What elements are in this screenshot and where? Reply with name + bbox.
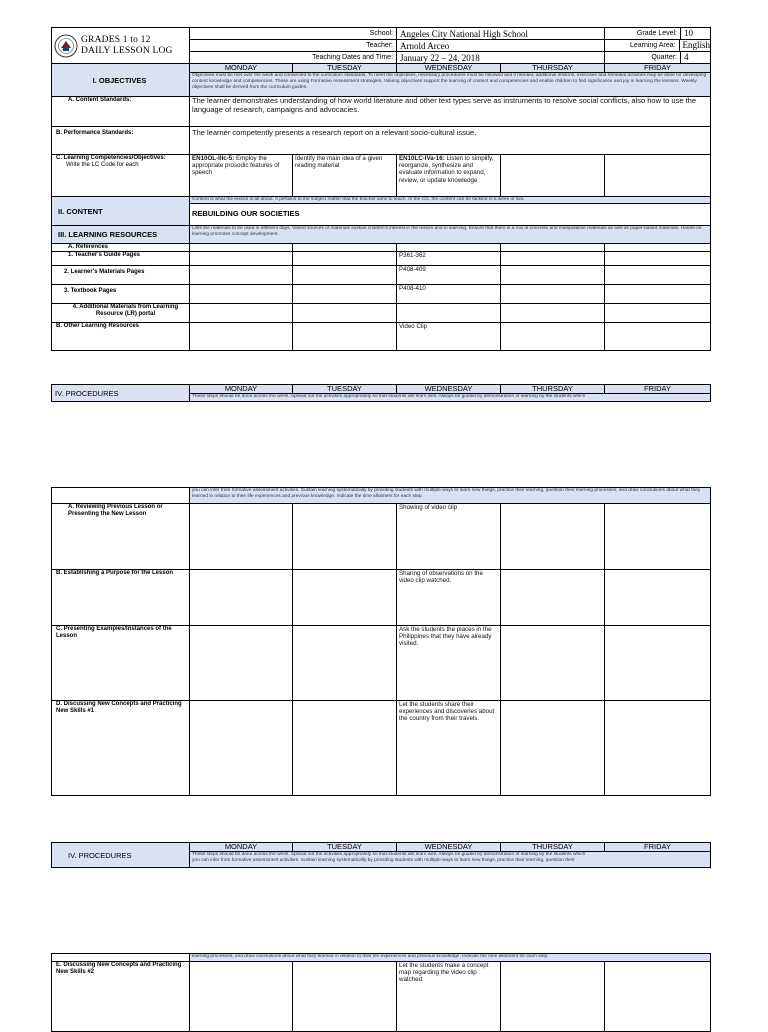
lc-code-hint: Write the LC Code for each xyxy=(66,162,139,168)
proc-day-wednesday: WEDNESDAY xyxy=(397,385,501,394)
procedure-e-wednesday: Let the students make a concept map regarding the video clip watched. xyxy=(397,962,501,1032)
proc-day-thursday: THURSDAY xyxy=(501,385,605,394)
form-title-line2: DAILY LESSON LOG xyxy=(81,45,173,56)
grade-level-label: Grade Level: xyxy=(605,28,681,39)
content-heading: II. CONTENT xyxy=(52,197,190,226)
form-title-line1: GRADES 1 to 12 xyxy=(81,34,151,45)
procedure-e-label: E. Discussing New Concepts and Practicing New Skills #2 xyxy=(52,962,190,1032)
procedures-table-2 xyxy=(51,953,710,1032)
day-header-wednesday: WEDNESDAY xyxy=(397,64,501,73)
textbook-label: 3. Textbook Pages xyxy=(52,285,190,304)
day-header-tuesday: TUESDAY xyxy=(293,64,397,73)
procedures-header-1 xyxy=(51,384,710,402)
resources-heading: III. LEARNING RESOURCES xyxy=(52,226,190,244)
objectives-note: Objectives must be met over the week and connected to the curriculum standards. To meet the objectives, necessary procedures must be followed and if needed, additional lessons, exercises and remedial activities may be done for developing content knowledge and competencies. These are using Formative Assessment strategies. Valuing objectives support the learning of content and competencies and enable children to find significance and joy in learning the lessons. Weekly objectives shall be derived from the curriculum guides. xyxy=(190,73,711,97)
dll-main-table xyxy=(51,27,710,351)
procedure-c-label: C. Presenting Examples/Instances of the Lesson xyxy=(52,626,190,701)
procedure-a-label: A. Reviewing Previous Lesson or Presenting the New Lesson xyxy=(52,504,190,570)
procedure-d-label: D. Discussing New Concepts and Practicing New Skills #1 xyxy=(52,701,190,796)
teacher-value: Arnold Arceo xyxy=(397,40,605,52)
teachers-guide-wednesday: P361-362 xyxy=(397,252,501,266)
lc-thursday xyxy=(501,155,605,197)
procedures-table-1 xyxy=(51,487,710,796)
learning-area-value: English xyxy=(682,40,711,50)
quarter-value: 4 xyxy=(684,52,689,62)
lc-monday xyxy=(190,155,293,197)
logo-block xyxy=(52,28,190,64)
procedures-heading: IV. PROCEDURES xyxy=(52,385,190,402)
additional-materials-label: 4. Additional Materials from Learning Resource (LR) portal xyxy=(52,304,190,323)
content-standards-label: A. Content Standards: xyxy=(52,97,190,127)
content-value: REBUILDING OUR SOCIETIES xyxy=(190,204,711,226)
resources-note: Lists the materials to be used in different days. Varied sources of materials sustain children's interest in the lesson and in learning. Ensure that there is a mix of concrete and manipulative materials as well as paper-based materials. Hands-on learning promotes concept development. xyxy=(190,226,711,244)
procedures-note-continued: you can infer from formative assessment activities. Sustain learning systematically by providing students with multiple ways to learn new things, practice their learning, question their learning processes, and draw conclusions about what they learned in relation to their life experiences and previous knowledge. Indicate the time allotment for each step. xyxy=(190,488,711,504)
procedure-b-wednesday: Sharing of observations on the video clip watched. xyxy=(397,570,501,626)
content-note: Content is what the lesson is all about. It pertains to the subject matter that the teacher aims to teach. In the CG, the content can be tackled in a week or two. xyxy=(190,197,711,204)
textbook-wednesday: P408-410 xyxy=(397,285,501,304)
teachers-guide-label: 1. Teacher's Guide Pages xyxy=(52,252,190,266)
dates-value: January 22 – 24, 2018 xyxy=(397,52,605,64)
content-standards-value: The learner demonstrates understanding of how world literature and other text types serve as instruments to resolve social conflicts, also how to use the language of research, campaigns and advocacies. xyxy=(190,97,711,127)
school-value: Angeles City National High School xyxy=(397,28,605,40)
lc-tuesday: Identify the main idea of a given reading material xyxy=(293,155,397,197)
lc-wednesday-code: EN10LC-IVa-16: xyxy=(399,155,445,162)
references-label: A. References xyxy=(52,244,190,252)
procedures-note-2 xyxy=(190,852,711,868)
proc-day-monday: MONDAY xyxy=(190,385,293,394)
teacher-label: Teacher: xyxy=(190,40,397,52)
lc-wednesday xyxy=(397,155,501,197)
proc2-day-wednesday: WEDNESDAY xyxy=(397,843,501,852)
learners-materials-wednesday: P408-409 xyxy=(397,266,501,285)
procedures-note: These steps should be done across the week. Spread out the activities appropriately so that students will learn well. Always be guided by demonstration of learning by the students which xyxy=(190,394,711,402)
learning-competencies-cell xyxy=(52,155,190,197)
procedure-b-label: B. Establishing a Purpose for the Lesson xyxy=(52,570,190,626)
procedures-note-2-line2: you can infer from formative assessment activities. Sustain learning systematically by providing students with multiple ways to learn new things, practice their learning, question their xyxy=(192,858,575,863)
learning-competencies-label: C. Learning Competencies/Objectives: xyxy=(56,155,166,161)
proc2-day-tuesday: TUESDAY xyxy=(293,843,397,852)
proc-day-friday: FRIDAY xyxy=(605,385,711,394)
procedure-c-wednesday: Ask the students the places in the Philippines that they have already visited. xyxy=(397,626,501,701)
day-header-monday: MONDAY xyxy=(190,64,293,73)
quarter-label: Quarter: xyxy=(605,52,681,63)
lc-wednesday-text: Listen to simplify, reorganize, synthesize and evaluate information to expand, review, or update knowledge xyxy=(399,155,494,184)
deped-seal-icon xyxy=(54,34,78,58)
procedures-note-2-continued: learning processes, and draw conclusions about what they learned in relation to their life experiences and previous knowledge. Indicate the time allotment for each step. xyxy=(190,954,711,962)
procedure-a-wednesday: Showing of video clip xyxy=(397,504,501,570)
other-resources-wednesday: Video Clip xyxy=(397,323,501,351)
proc2-day-monday: MONDAY xyxy=(190,843,293,852)
lc-friday xyxy=(605,155,711,197)
proc2-day-thursday: THURSDAY xyxy=(501,843,605,852)
grade-level-value: 10 xyxy=(684,28,694,38)
learning-area-label: Learning Area: xyxy=(605,40,679,51)
performance-standards-value: The learner competently presents a research report on a relevant socio-cultural issue. xyxy=(190,127,711,155)
procedures-heading-2: IV. PROCEDURES xyxy=(52,843,190,868)
proc2-day-friday: FRIDAY xyxy=(605,843,711,852)
procedures-header-2 xyxy=(51,842,710,868)
day-header-thursday: THURSDAY xyxy=(501,64,605,73)
performance-standards-label: B. Performance Standards: xyxy=(52,127,190,155)
lc-monday-text: Employ the appropriate prosodic features of speech xyxy=(192,155,280,177)
school-label: School: xyxy=(190,28,397,40)
other-resources-label: B. Other Learning Resources xyxy=(52,323,190,351)
lc-monday-code: EN10OL-IIIc-5: xyxy=(192,155,235,162)
day-header-friday: FRIDAY xyxy=(605,64,711,73)
procedure-d-wednesday: Let the students share their experiences and discoveries about the country from their travels. xyxy=(397,701,501,796)
learners-materials-label: 2. Learner's Materials Pages xyxy=(52,266,190,285)
procedures-note-2-line1: These steps should be done across the week. Spread out the activities appropriately so that students will learn well. Always be guided by demonstration of learning by the students which xyxy=(192,852,586,857)
objectives-heading: I. OBJECTIVES xyxy=(52,64,190,97)
proc-day-tuesday: TUESDAY xyxy=(293,385,397,394)
dates-label: Teaching Dates and Time: xyxy=(190,52,397,64)
